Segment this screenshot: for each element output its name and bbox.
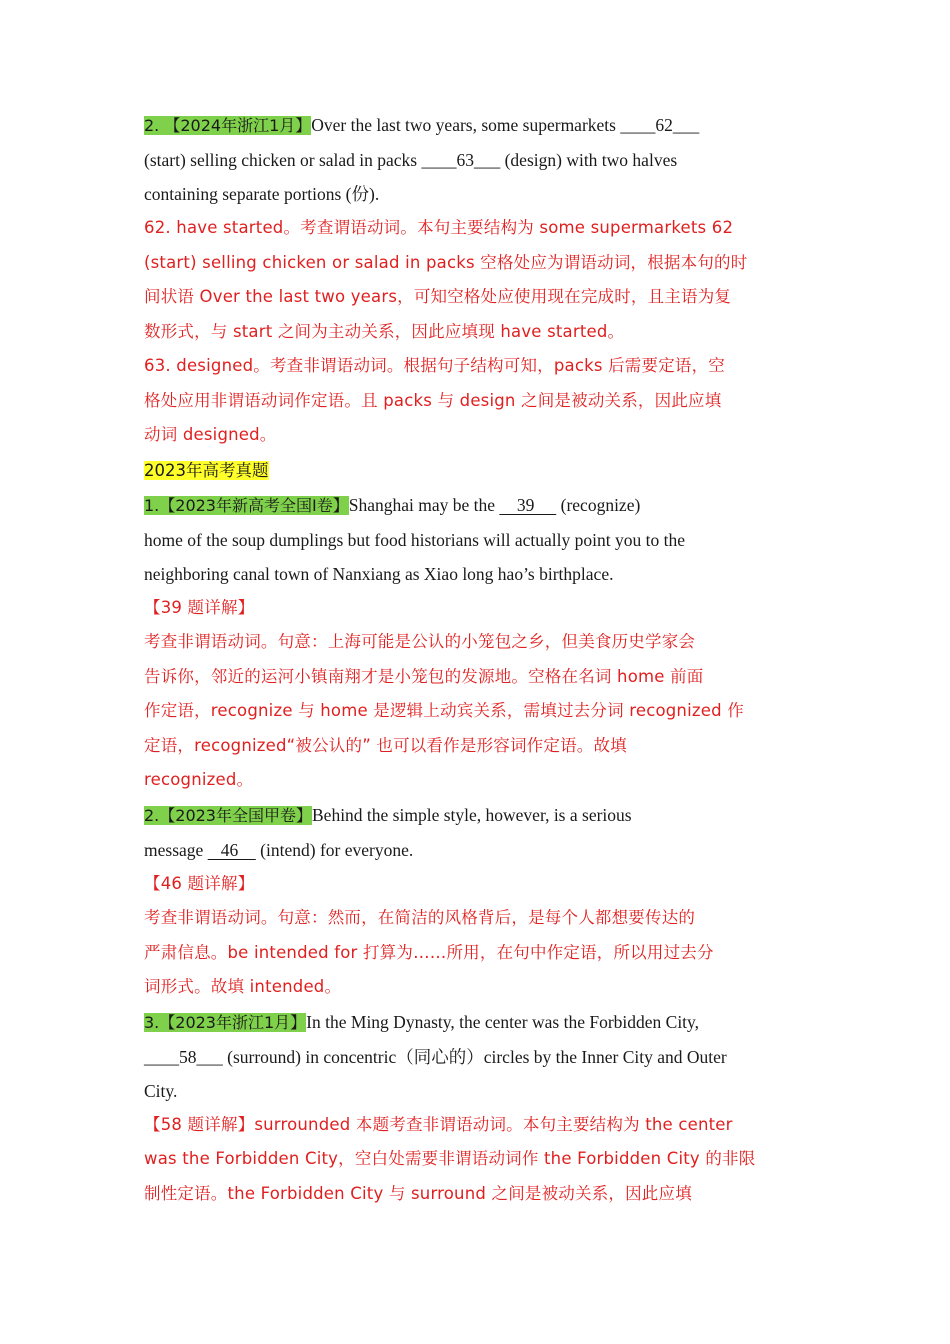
question-2024-zhejiang [144, 108, 810, 143]
question-text-line: neighboring canal town of Nanxiang as Xiao long hao’s birthplace. [144, 563, 614, 584]
question-2-2023 [144, 798, 810, 833]
explanation-58 [144, 1108, 810, 1212]
question-tag: 2. 【2024年浙江1月】 [144, 116, 312, 135]
answer-62 [144, 211, 810, 349]
question-text: (intend) for everyone. [255, 839, 414, 860]
answer-line: 数形式，与 start 之间为主动关系，因此应填现 have started。 [144, 321, 625, 341]
question-1-2023 [144, 488, 810, 523]
explanation-heading: 【46 题详解】 [144, 873, 255, 893]
explanation-line: 作定语，recognize 与 home 是逻辑上动宾关系，需填过去分词 recognized 作 [144, 701, 744, 720]
question-text-line: containing separate portions (份). [144, 184, 380, 204]
explanation-heading: 【39 题详解】 [144, 597, 255, 617]
answer-line: 间状语 Over the last two years，可知空格处应使用现在完成时，且主语为复 [144, 287, 732, 306]
explanation-line: 考查非谓语动词。句意：然而，在简洁的风格背后，是每个人都想要传达的 [144, 908, 696, 927]
explanation-line: was the Forbidden City，空白处需要非谓语动词作 the Forbidden City 的非限 [144, 1149, 756, 1168]
question-text-line: ____58___ (surround) in concentric（同心的）circles by the Inner City and Outer [144, 1046, 727, 1067]
question-text-line: City. [144, 1080, 178, 1101]
explanation-line: recognized。 [144, 770, 254, 789]
answer-line: (start) selling chicken or salad in packs 空格处应为谓语动词，根据本句的时 [144, 252, 748, 272]
explanation-line: 严肃信息。be intended for 打算为……所用，在句中作定语，所以用过去分 [144, 942, 714, 962]
question-text: message [144, 839, 208, 860]
question-text: Behind the simple style, however, is a serious [312, 804, 632, 825]
section-heading-2023 [144, 453, 810, 488]
section-title: 2023年高考真题 [144, 460, 269, 480]
answer-blank: 39 [499, 494, 557, 515]
question-text: Shanghai may be the [348, 494, 500, 515]
question-tag: 2.【2023年全国甲卷】 [144, 805, 312, 825]
answer-line: 62. have started。考查谓语动词。本句主要结构为 some supermarkets 62 [144, 218, 734, 237]
explanation-line: 制性定语。the Forbidden City 与 surround 之间是被动关系，因此应填 [144, 1183, 692, 1203]
question-text-line: (start) selling chicken or salad in packs ____63___ (design) with two halves [144, 150, 678, 170]
question-tag: 1.【2023年新高考全国Ⅰ卷】 [144, 495, 349, 515]
answer-line: 动词 designed。 [144, 425, 277, 444]
answer-63 [144, 349, 810, 453]
explanation-line: 告诉你，邻近的运河小镇南翔才是小笼包的发源地。空格在名词 home 前面 [144, 666, 704, 686]
answer-line: 格处应用非谓语动词作定语。且 packs 与 design 之间是被动关系，因此应填 [144, 390, 722, 410]
question-text-line: Over the last two years, some supermarkets ____62___ [311, 115, 700, 135]
question-text-line [144, 833, 810, 867]
explanation-39 [144, 625, 810, 798]
question-3-2023 [144, 1005, 810, 1040]
explanation-line: 考查非谓语动词。句意：上海可能是公认的小笼包之乡，但美食历史学家会 [144, 632, 696, 651]
explanation-line: 定语，recognized“被公认的” 也可以看作是形容词作定语。故填 [144, 735, 627, 755]
question-tag: 3.【2023年浙江1月】 [144, 1012, 307, 1032]
explanation-line: 词形式。故填 intended。 [144, 977, 342, 996]
explanation-46 [144, 901, 810, 1005]
question-text: In the Ming Dynasty, the center was the Forbidden City, [306, 1011, 700, 1032]
answer-line: 63. designed。考查非谓语动词。根据句子结构可知，packs 后需要定语，空 [144, 356, 725, 375]
explanation-line: 【58 题详解】surrounded 本题考查非谓语动词。本句主要结构为 the center [144, 1114, 733, 1134]
question-text: (recognize) [556, 494, 641, 515]
document-page [144, 108, 810, 1211]
question-text-line: home of the soup dumplings but food historians will actually point you to the [144, 529, 685, 550]
answer-blank: 46 [207, 839, 256, 860]
